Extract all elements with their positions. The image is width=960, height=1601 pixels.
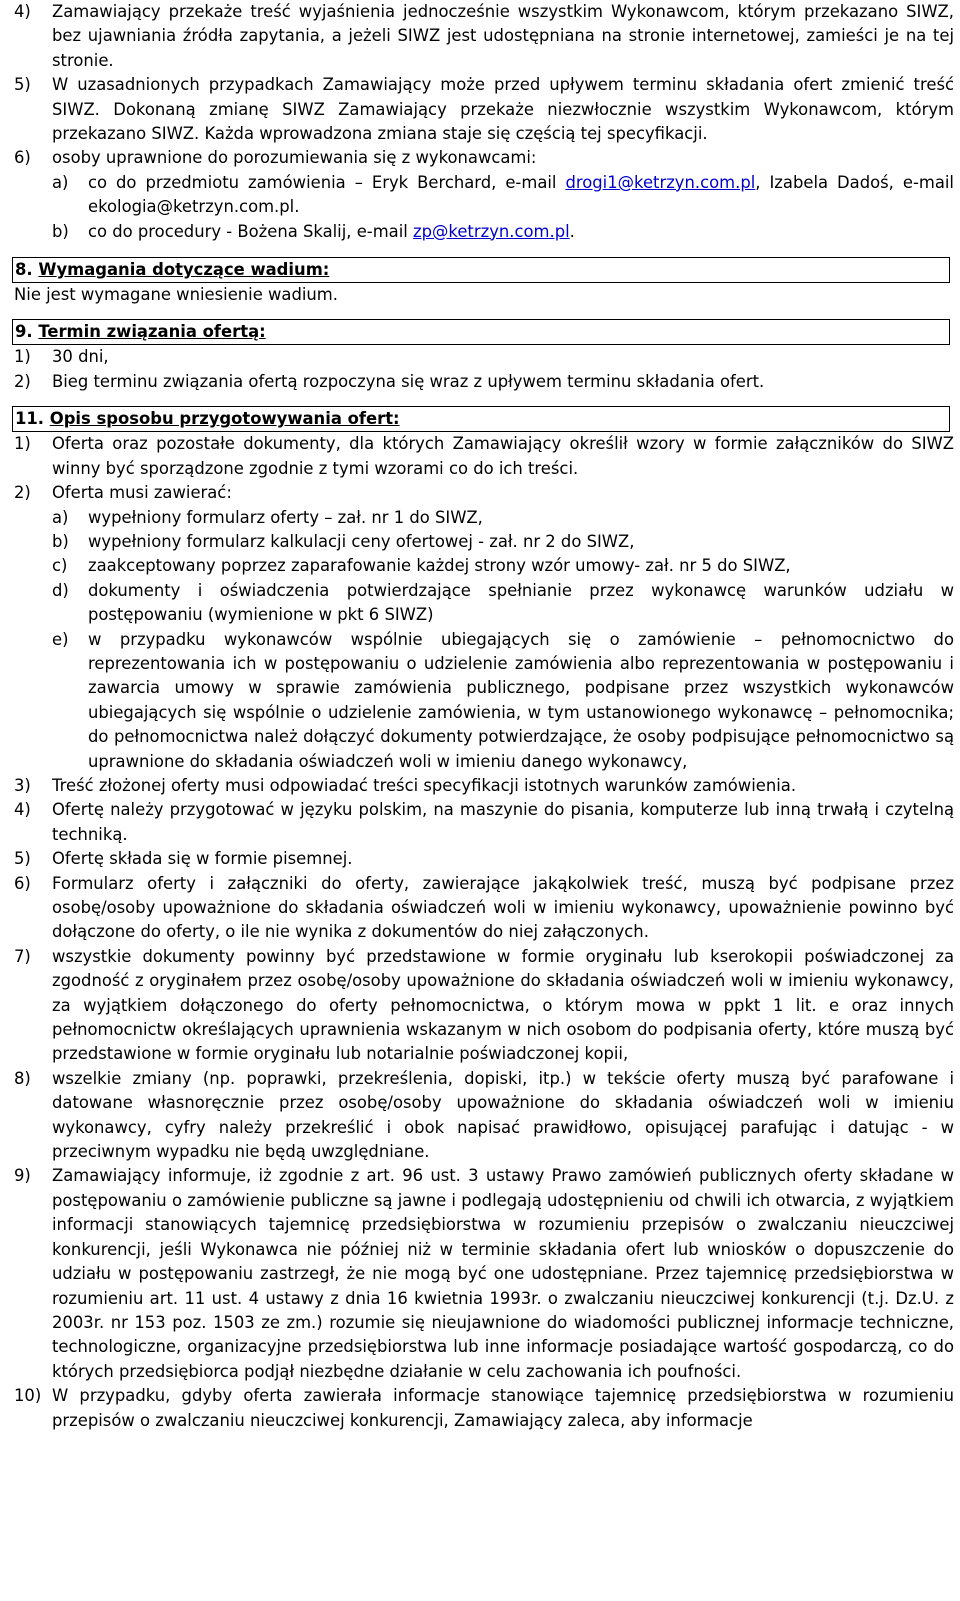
- list-item: [14, 432, 954, 481]
- sub-text: zaakceptowany poprzez zaparafowanie każdej strony wzór umowy- zał. nr 5 do SIWZ,: [88, 556, 791, 576]
- sub-text: w przypadku wykonawców wspólnie ubiegających się o zamówienie – pełnomocnictwo do reprezentowania ich w postępowaniu o udzielenie zamówienia albo reprezentowania w postępowaniu i zawarcia umowy w sprawie zamówienia publicznego, podpisane przez wszystkich wykonawców ubiegających się wspólnie o udzielenie zamówienia, w tym ustanowionego wykonawcę – pełnomocnika; do pełnomocnictwa należ dołączyć dokumenty potwierdzające, że osoby podpisujące pełnomocnictwo są uprawnione do składania oświadczeń woli w imieniu danego wykonawcy,: [88, 629, 954, 771]
- email-link-drogi[interactable]: drogi1@ketrzyn.com.pl: [565, 172, 756, 192]
- sub-number: a): [52, 172, 69, 192]
- list-item: [14, 774, 954, 798]
- item-text: Zamawiający informuje, iż zgodnie z art. 96 ust. 3 ustawy Prawo zamówień publicznych oferty składane w postępowaniu o zamówienie publiczne są jawne i podlegają udostępnieniu od chwili ich otwarcia, z wyjątkiem informacji stanowiących tajemnicę przedsiębiorstwa w rozumieniu przepisów o zwalczaniu nieuczciwej konkurencji, jeśli Wykonawca nie później niż w terminie składania ofert lub wniosków o dopuszczenie do udziału w postępowaniu zastrzegł, że nie mogą być one udostępniane. Przez tajemnicę przedsiębiorstwa w rozumieniu art. 11 ust. 4 ustawy z dnia 16 kwietnia 1993r. o zwalczaniu nieuczciwej konkurencji (t.j. Dz.U. z 2003r. nr 153 poz. 1503 ze zm.) rozumie się nieujawnione do wiadomości publicznej informacje techniczne, technologiczne, organizacyjne przedsiębiorstwa lub inne informacje posiadające wartość gospodarczą, co do których przedsiębiorca podjął niezbędne działanie w celu zachowania ich poufności.: [52, 1166, 954, 1381]
- sub-number: b): [52, 221, 69, 241]
- contact-item-b: [52, 220, 954, 244]
- sub-item: [52, 579, 954, 628]
- list-item: [14, 1384, 954, 1433]
- section-11-list: [14, 774, 960, 1433]
- sub-number: d): [52, 580, 69, 600]
- item-number: 4): [14, 800, 31, 820]
- list-item: [14, 1067, 954, 1165]
- contact-text: co do przedmiotu zamówienia – Eryk Berchard, e-mail: [88, 172, 566, 192]
- item-text: 30 dni,: [52, 347, 109, 367]
- list-item: [14, 945, 954, 1067]
- section-title: Wymagania dotyczące wadium:: [38, 260, 330, 280]
- sub-number: a): [52, 507, 69, 527]
- list-item: [14, 872, 954, 945]
- list-item: [14, 798, 954, 847]
- item-number: 1): [14, 434, 31, 454]
- item-text: Treść złożonej oferty musi odpowiadać treści specyfikacji istotnych warunków zamówienia.: [52, 775, 797, 795]
- item-text: Bieg terminu związania ofertą rozpoczyna się wraz z upływem terminu składania ofert.: [52, 371, 765, 391]
- list-item: [14, 1164, 954, 1384]
- section-number: 11.: [15, 409, 45, 429]
- sub-item: [52, 628, 954, 774]
- section-title: Termin związania ofertą:: [38, 322, 266, 342]
- sub-item: [52, 530, 954, 554]
- list-item: [14, 73, 954, 146]
- sub-number: c): [52, 556, 68, 576]
- item-number: 3): [14, 775, 31, 795]
- item-number: 10): [14, 1386, 42, 1406]
- item-number: 2): [14, 371, 31, 391]
- section-number: 9.: [15, 322, 33, 342]
- list-item: [14, 0, 954, 73]
- section-number: 8.: [15, 260, 33, 280]
- item-text: Oferta musi zawierać:: [52, 483, 232, 503]
- item-number: 5): [14, 849, 31, 869]
- item-number: 1): [14, 347, 31, 367]
- item-text: Ofertę należy przygotować w języku polskim, na maszynie do pisania, komputerze lub inną trwałą i czytelną techniką.: [52, 800, 954, 844]
- section-11-heading: [12, 406, 950, 432]
- sub-number: e): [52, 629, 69, 649]
- item-number: 2): [14, 483, 31, 503]
- sub-text: dokumenty i oświadczenia potwierdzające spełnianie przez wykonawcę warunków udziału w postępowaniu (wymienione w pkt 6 SIWZ): [88, 580, 954, 625]
- item-number: 5): [14, 75, 31, 95]
- item-text: Zamawiający przekaże treść wyjaśnienia jednocześnie wszystkim Wykonawcom, którym przekazano SIWZ, bez ujawniania źródła zapytania, a jeżeli SIWZ jest udostępniana na stronie internetowej, zamieści je na tej stronie.: [52, 2, 954, 70]
- list-item: [14, 370, 954, 394]
- item-text: wszystkie dokumenty powinny być przedstawione w formie oryginału lub kserokopii poświadczonej za zgodność z oryginałem przez osobę/osoby upoważnione do składania oświadczeń woli w imieniu wykonawcy, za wyjątkiem dołączonego do oferty pełnomocnictwa, o którym mowa w ppkt 1 lit. e oraz innych pełnomocnictw określających uprawnienia wskazanym w nich osobom do podpisania oferty, które muszą być przedstawione w formie oryginału lub notarialnie poświadczonej kopii,: [52, 946, 954, 1064]
- item-text: wszelkie zmiany (np. poprawki, przekreślenia, dopiski, itp.) w tekście oferty muszą być parafowane i datowane własnoręcznie przez osobę/osoby upoważnione do składania oświadczeń woli w imieniu wykonawcy, cyfry należy przekreślić i obok napisać prawidłowo, opisującej parafując i datując - w przeciwnym wypadku nie będą uwzględniane.: [52, 1068, 954, 1162]
- section-title: Opis sposobu przygotowywania ofert:: [49, 409, 400, 429]
- contact-text: co do procedury - Bożena Skalij, e-mail: [88, 221, 414, 241]
- list-item: [14, 146, 954, 244]
- email-link-zp[interactable]: zp@ketrzyn.com.pl: [413, 221, 570, 241]
- item-number: 4): [14, 2, 31, 21]
- contact-item-a: [52, 171, 954, 220]
- section-8-heading: [12, 257, 950, 283]
- sub-number: b): [52, 531, 69, 551]
- item-text: Ofertę składa się w formie pisemnej.: [52, 849, 353, 869]
- sub-item: [52, 554, 954, 578]
- contact-text-post: .: [569, 221, 575, 241]
- item-number: 6): [14, 873, 31, 893]
- item-number: 9): [14, 1166, 31, 1186]
- item-number: 8): [14, 1068, 31, 1088]
- section-9-heading: [12, 319, 950, 345]
- item-text: osoby uprawnione do porozumiewania się z wykonawcami:: [52, 148, 537, 168]
- list-item: [14, 481, 954, 774]
- sub-text: wypełniony formularz oferty – zał. nr 1 do SIWZ,: [88, 507, 483, 527]
- item-text: W uzasadnionych przypadkach Zamawiający może przed upływem terminu składania ofert zmienić treść SIWZ. Dokonaną zmianę SIWZ Zamawiający przekaże niezwłocznie wszystkim Wykonawcom, którym przekazano SIWZ. Każda wprowadzona zmiana staje się częścią tej specyfikacji.: [52, 75, 954, 144]
- sub-item: [52, 506, 954, 530]
- section-8-text: Nie jest wymagane wniesienie wadium.: [14, 285, 338, 305]
- list-item: [14, 345, 954, 369]
- item-text: Oferta oraz pozostałe dokumenty, dla których Zamawiający określił wzory w formie załączników do SIWZ winny być sporządzone zgodnie z tymi wzorami co do ich treści.: [52, 434, 954, 478]
- sub-text: wypełniony formularz kalkulacji ceny ofertowej - zał. nr 2 do SIWZ,: [88, 531, 635, 551]
- list-item: [14, 847, 954, 871]
- item-number: 7): [14, 946, 31, 966]
- item-text: Formularz oferty i załączniki do oferty, zawierające jakąkolwiek treść, muszą być podpisane przez osobę/osoby upoważnione do składania oświadczeń woli w imieniu wykonawcy, upoważnienie powinno być dołączone do oferty, o ile nie wynika z dokumentów do niej załączonych.: [52, 873, 954, 942]
- contact-text-post: , Izabela Dadoś, e-mail ekologia@ketrzyn.com.pl.: [88, 172, 954, 217]
- item-text: W przypadku, gdyby oferta zawierała informacje stanowiące tajemnicę przedsiębiorstwa w rozumieniu przepisów o zwalczaniu nieuczciwej konkurencji, Zamawiający zaleca, aby informacje: [52, 1386, 954, 1430]
- item-number: 6): [14, 148, 31, 168]
